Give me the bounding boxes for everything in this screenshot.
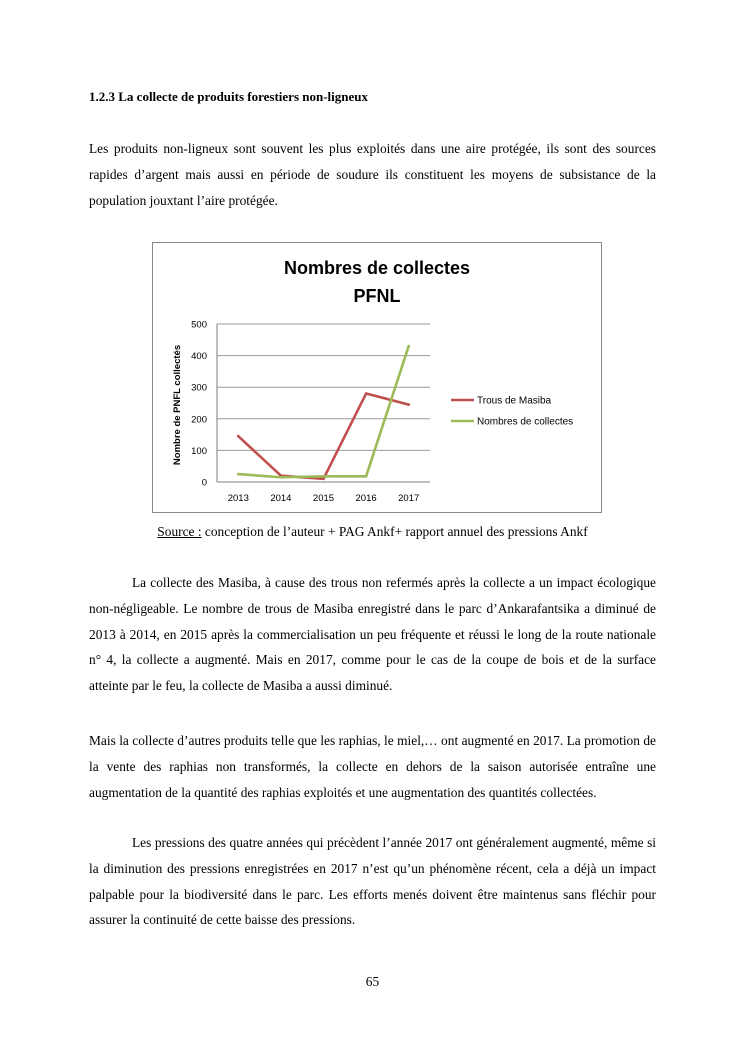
- legend-label-2: Nombres de collectes: [477, 416, 574, 428]
- caption-source-label: Source :: [157, 524, 202, 539]
- line-chart: [153, 243, 601, 512]
- figure-caption: [0, 524, 745, 540]
- x-tick-label: 2016: [355, 493, 377, 504]
- y-tick-label: 0: [201, 477, 207, 489]
- chart-title-line2: PFNL: [353, 286, 401, 306]
- data-point: [237, 473, 240, 476]
- paragraph-pressions: Les pressions des quatre années qui précèdent l’année 2017 ont généralement augmenté, même si la diminution des pressions enregistrées en 2017 n’est qu’un phénomène récent, cela a déjà un impact palpable pour la biodiversité dans le parc. Les efforts menés doivent être maintenus sans fléchir pour assurer la continuité de cette baisse des pressions.: [89, 835, 656, 928]
- series-line-1: [238, 394, 408, 479]
- y-tick-label: 300: [191, 382, 207, 394]
- data-point: [365, 392, 368, 395]
- data-point: [322, 478, 325, 481]
- x-tick-label: 2017: [398, 493, 420, 504]
- section-title: 1.2.3 La collecte de produits forestiers non-ligneux: [89, 89, 369, 104]
- chart-title-line1: Nombres de collectes: [283, 258, 471, 278]
- x-tick-label: 2014: [270, 493, 292, 504]
- y-tick-label: 200: [191, 414, 207, 426]
- legend-label-1: Trous de Masiba: [477, 395, 552, 407]
- data-point: [322, 475, 325, 478]
- paragraph-raphia: Mais la collecte d’autres produits telle que les raphias, le miel,… ont augmenté en 2017. La promotion de la vente des raphias non transformés, la collecte en dehors de la saison autorisée entraîne une augmentation de la quantité des raphias exploités et une augmentation des quantités collectées.: [89, 733, 656, 800]
- x-tick-label: 2015: [312, 493, 335, 504]
- caption-text: conception de l’auteur + PAG Ankf+ rapport annuel des pressions Ankf: [201, 524, 588, 539]
- y-tick-label: 100: [191, 445, 207, 457]
- paragraph-intro: Les produits non-ligneux sont souvent les plus exploités dans une aire protégée, ils sont des sources rapides d’argent mais aussi en période de soudure ils constituent les moyens de subsistance de la population jouxtant l’aire protégée.: [89, 141, 656, 208]
- x-tick-label: 2013: [227, 493, 249, 504]
- data-point: [407, 345, 410, 348]
- chart-y-axis-label: Nombre de PNFL collectés: [172, 344, 183, 466]
- data-point: [237, 435, 240, 438]
- page-number: 65: [365, 974, 380, 989]
- data-point: [280, 476, 283, 479]
- series-line-2: [238, 346, 408, 477]
- y-tick-label: 500: [191, 319, 207, 331]
- paragraph-masiba: La collecte des Masiba, à cause des trous non refermés après la collecte a un impact écologique non-négligeable. Le nombre de trous de Masiba enregistré dans le parc d’Ankarafantsika a diminué de 2013 à 2014, en 2015 après la commercialisation un peu fréquente et réussi le long de la route nationale n° 4, la collecte a augmenté. Mais en 2017, comme pour le cas de la coupe de bois et de la surface atteinte par le feu, la collecte de Masiba a aussi diminué.: [89, 575, 656, 694]
- data-point: [407, 403, 410, 406]
- data-point: [365, 475, 368, 478]
- y-tick-label: 400: [191, 351, 207, 363]
- chart-figure: [152, 242, 602, 513]
